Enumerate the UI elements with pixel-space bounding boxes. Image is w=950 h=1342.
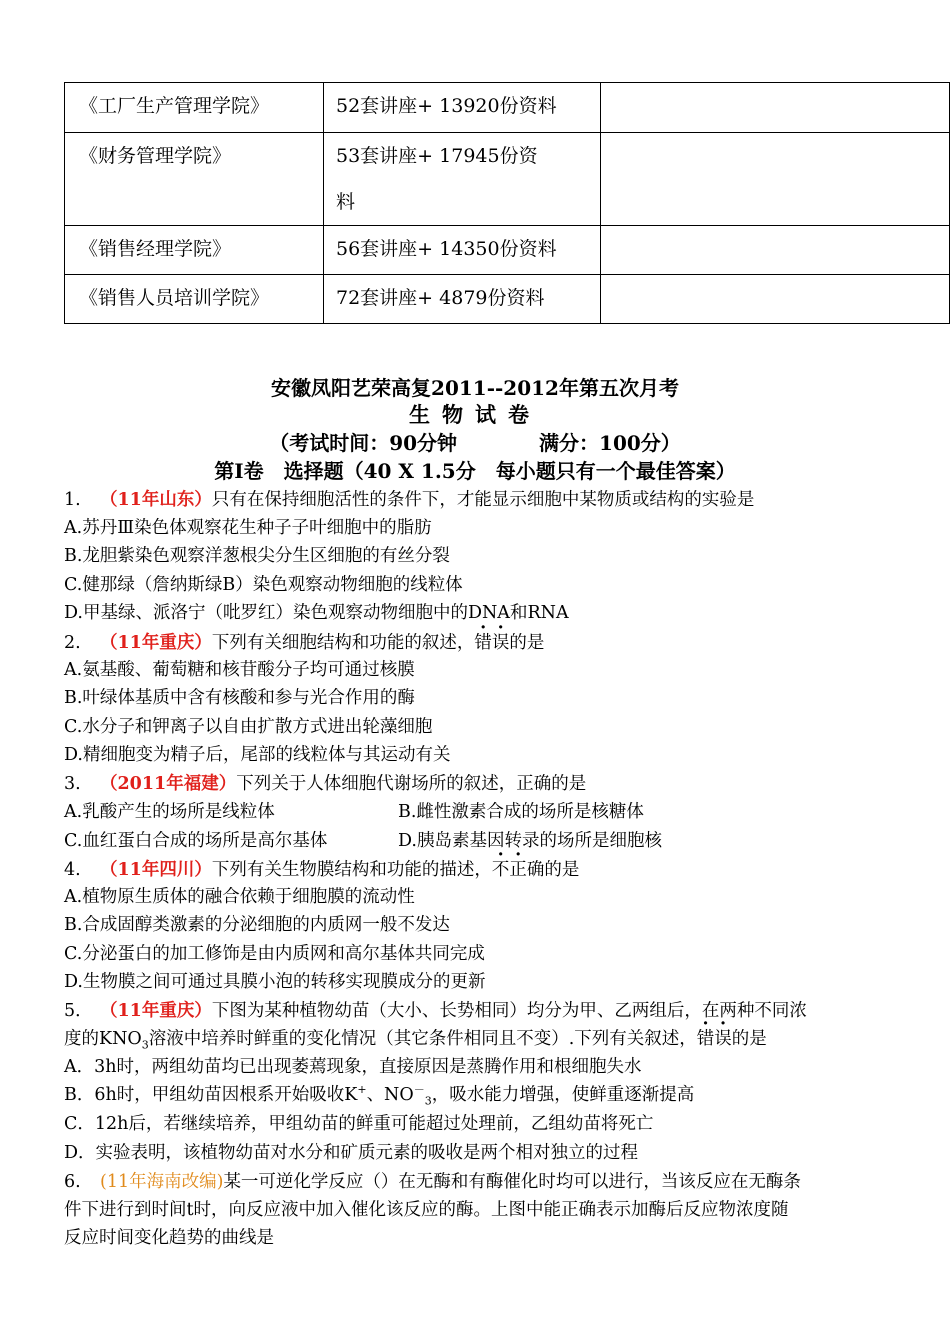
option-c: C.血红蛋白合成的场所是高尔基体 (64, 831, 328, 851)
cell-line: 53套讲座+ 17945份资 (336, 145, 538, 167)
exam-info (0, 427, 950, 456)
option-text: 、NO (366, 1085, 414, 1105)
cell-line: 料 (336, 191, 356, 213)
emphasis-char: 误 (491, 633, 510, 653)
table-row (65, 83, 950, 133)
question-number: 2. (64, 633, 81, 653)
question-source: （11年重庆） (100, 1001, 212, 1021)
subscript: 3 (141, 1038, 149, 1052)
option-row (64, 798, 644, 823)
table-cell (324, 133, 601, 226)
question-text: 确的是 (526, 860, 580, 880)
question-number: 4. (64, 860, 81, 880)
option-c: C.水分子和钾离子以自由扩散方式进出轮藻细胞 (64, 717, 433, 737)
subscript: 3 (424, 1094, 432, 1108)
table-cell (601, 83, 950, 133)
option-b: B.叶绿体基质中含有核酸和参与光合作用的酶 (64, 688, 415, 708)
question-6-line-3: 反应时间变化趋势的曲线是 (64, 1228, 274, 1248)
question-number: 6. (64, 1172, 81, 1192)
question-text: 下列有关生物膜结构和功能的描述， (211, 860, 492, 880)
question-6-line-2: 件下进行到时间t时，向反应液中加入催化该反应的酶。上图中能正确表示加酶后反应物浓度随 (64, 1200, 789, 1220)
option-d: D.精细胞变为精子后，尾部的线粒体与其运动有关 (64, 745, 451, 765)
question-1 (64, 486, 754, 511)
question-source: （11年重庆） (100, 633, 212, 653)
table-cell (601, 133, 950, 226)
question-source: (11年海南改编) (100, 1172, 224, 1192)
option-b: B.雌性激素合成的场所是核糖体 (398, 802, 644, 822)
emphasis-char: 不 (491, 860, 510, 880)
question-text: 下列有关细胞结构和功能的叙述， (211, 633, 475, 653)
option-text: B．6h时，甲组幼苗因根系开始吸收K (64, 1085, 358, 1105)
option-c: C.分泌蛋白的加工修饰是由内质网和高尔基体共同完成 (64, 944, 485, 964)
table-cell (601, 226, 950, 275)
option-b (64, 1081, 694, 1108)
table-cell: 《财务管理学院》 (65, 133, 324, 226)
option-row (64, 827, 662, 852)
option-d: D．实验表明，该植物幼苗对水分和矿质元素的吸收是两个相对独立的过程 (64, 1143, 639, 1163)
question-5 (64, 997, 807, 1022)
question-6 (64, 1168, 801, 1193)
table-cell: 《销售经理学院》 (65, 226, 324, 275)
question-number: 5． (64, 1001, 93, 1021)
exam-title: 安徽凤阳艺荣高复2011--2012年第五次月考 (271, 376, 679, 400)
question-4 (64, 856, 579, 881)
table-cell (601, 275, 950, 324)
exam-subject: 生物试卷 (409, 402, 541, 427)
question-text: 的是 (509, 633, 545, 653)
emphasis-char: 错 (474, 633, 492, 653)
table-cell: 《销售人员培训学院》 (65, 275, 324, 324)
option-c: C．12h后，若继续培养，甲组幼苗的鲜重可能超过处理前，乙组幼苗将死亡 (64, 1114, 654, 1134)
superscript: － (413, 1083, 425, 1097)
option-text: ，吸水能力增强，使鲜重逐渐提高 (431, 1085, 695, 1105)
question-number: 1. (64, 490, 81, 510)
resource-table (64, 82, 950, 324)
question-text: 的是 (731, 1029, 767, 1049)
option-c: C.健那绿（詹纳斯绿B）染色观察动物细胞的线粒体 (64, 575, 463, 595)
option-a: A．3h时，两组幼苗均已出现萎蔫现象，直接原因是蒸腾作用和根细胞失水 (64, 1057, 642, 1077)
emphasis-char: 错 (696, 1029, 715, 1049)
option-b: B.龙胆紫染色观察洋葱根尖分生区细胞的有丝分裂 (64, 546, 450, 566)
question-text: 溶液中培养时鲜重的变化情况（其它条件相同且不变）.下列有关叙述， (148, 1029, 697, 1049)
option-d: D.生物膜之间可通过具膜小泡的转移实现膜成分的更新 (64, 972, 486, 992)
option-a: A.氨基酸、葡萄糖和核苷酸分子均可通过核膜 (64, 660, 415, 680)
table-cell: 《工厂生产管理学院》 (65, 83, 324, 133)
question-text: 下图为某种植物幼苗（大小、长势相同）均分为甲、乙两组后，在两种不同浓 (211, 1001, 807, 1021)
table-cell: 52套讲座+ 13920份资料 (324, 83, 601, 133)
option-d: D.甲基绿、派洛宁（吡罗红）染色观察动物细胞中的DNA和RNA (64, 603, 569, 623)
question-5-line-2 (64, 1025, 767, 1052)
question-text: 某一可逆化学反应（）在无酶和有酶催化时均可以进行，当该反应在无酶条 (223, 1172, 801, 1192)
question-number: 3. (64, 774, 81, 794)
table-row (65, 133, 950, 226)
question-source: （11年四川） (100, 860, 212, 880)
exam-score: 满分：100分） (539, 431, 681, 455)
table-cell: 72套讲座+ 4879份资料 (324, 275, 601, 324)
section-title: 第Ⅰ卷 选择题（40 X 1.5分 每小题只有一个最佳答案） (214, 459, 736, 483)
option-d: D.胰岛素基因转录的场所是细胞核 (398, 831, 662, 851)
question-2 (64, 629, 544, 654)
question-source: （11年山东） (100, 490, 212, 510)
question-text: 只有在保持细胞活性的条件下，才能显示细胞中某物质或结构的实验是 (211, 490, 755, 510)
option-a: A.苏丹Ⅲ染色体观察花生种子子叶细胞中的脂肪 (64, 518, 432, 538)
question-text: 下列关于人体细胞代谢场所的叙述，正确的是 (236, 774, 587, 794)
emphasis-char: 误 (714, 1029, 732, 1049)
exam-time: （考试时间：90分钟 (269, 431, 458, 455)
option-b: B.合成固醇类激素的分泌细胞的内质网一般不发达 (64, 915, 450, 935)
question-text: 度的KNO (64, 1029, 142, 1049)
superscript: + (357, 1083, 367, 1097)
table-row (65, 275, 950, 324)
question-source: （2011年福建） (100, 774, 237, 794)
option-a: A.植物原生质体的融合依赖于细胞膜的流动性 (64, 887, 415, 907)
option-a: A.乳酸产生的场所是线粒体 (64, 802, 275, 822)
table-cell: 56套讲座+ 14350份资料 (324, 226, 601, 275)
emphasis-char: 正 (509, 860, 527, 880)
question-3 (64, 770, 586, 795)
table-row (65, 226, 950, 275)
